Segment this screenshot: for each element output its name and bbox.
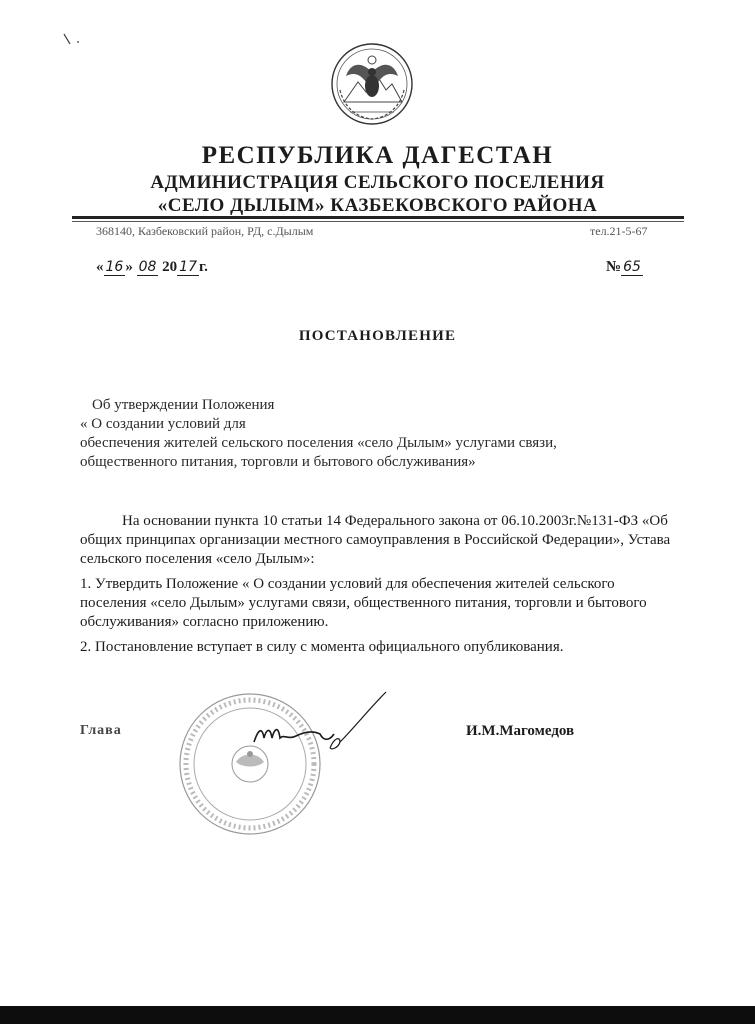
header-republic: РЕСПУБЛИКА ДАГЕСТАН — [201, 142, 554, 169]
header-address: 368140, Казбековский район, РД, с.Дылым — [96, 224, 314, 238]
dagestan-emblem-icon — [330, 42, 414, 126]
date-year-suffix: 17 — [179, 259, 197, 275]
subject-line: общественного питания, торговли и бытового обслуживания» — [80, 454, 476, 470]
subject-line: обеспечения жителей сельского поселения «село Дылым» услугами связи, — [80, 435, 557, 451]
header-settlement: «СЕЛО ДЫЛЫМ» КАЗБЕКОВСКОГО РАЙОНА — [157, 195, 598, 216]
body-item-2: 2. Постановление вступает в силу с момента официального опубликования. — [80, 639, 564, 655]
header-rule-thin — [72, 221, 684, 222]
body-item-1: 1. Утвердить Положение « О создании условий для обеспечения жителей сельского поселения «село Дылым» услугами связи, общественного питания, торговли и бытового обслуживания» согласно приложению. — [80, 576, 647, 630]
date-year-prefix: 20 — [162, 259, 178, 275]
document-subject — [80, 396, 557, 472]
header-rule — [72, 216, 684, 219]
date-month: 08 — [138, 259, 157, 275]
document-title: ПОСТАНОВЛЕНИЕ — [298, 328, 457, 344]
header-administration: АДМИНИСТРАЦИЯ СЕЛЬСКОГО ПОСЕЛЕНИЯ — [150, 172, 605, 193]
signatory-position: Глава — [80, 723, 122, 738]
document-date — [96, 259, 208, 276]
document-number — [606, 259, 643, 276]
date-year-unit: г. — [198, 259, 208, 275]
header-phone: тел.21-5-67 — [590, 224, 648, 238]
number-value: 65 — [623, 259, 641, 275]
scan-mark — [60, 30, 90, 50]
subject-line: Об утверждении Положения — [92, 397, 275, 413]
signature-mark — [244, 690, 394, 760]
scan-bottom-edge — [0, 1006, 755, 1024]
document-body — [80, 512, 680, 663]
body-preamble: На основании пункта 10 статьи 14 Федерального закона от 06.10.2003г.№131-ФЗ «Об общих принципах организации местного самоуправления в Российской Федерации», Устава сельского поселения «село Дылым»: — [80, 513, 671, 567]
subject-line: « О создании условий для — [80, 416, 246, 432]
signatory-name: И.М.Магомедов — [466, 723, 575, 739]
number-label: № — [606, 259, 622, 275]
date-open-quote: « — [96, 259, 104, 275]
date-close-quote: » — [125, 259, 133, 275]
date-day: 16 — [105, 259, 124, 275]
